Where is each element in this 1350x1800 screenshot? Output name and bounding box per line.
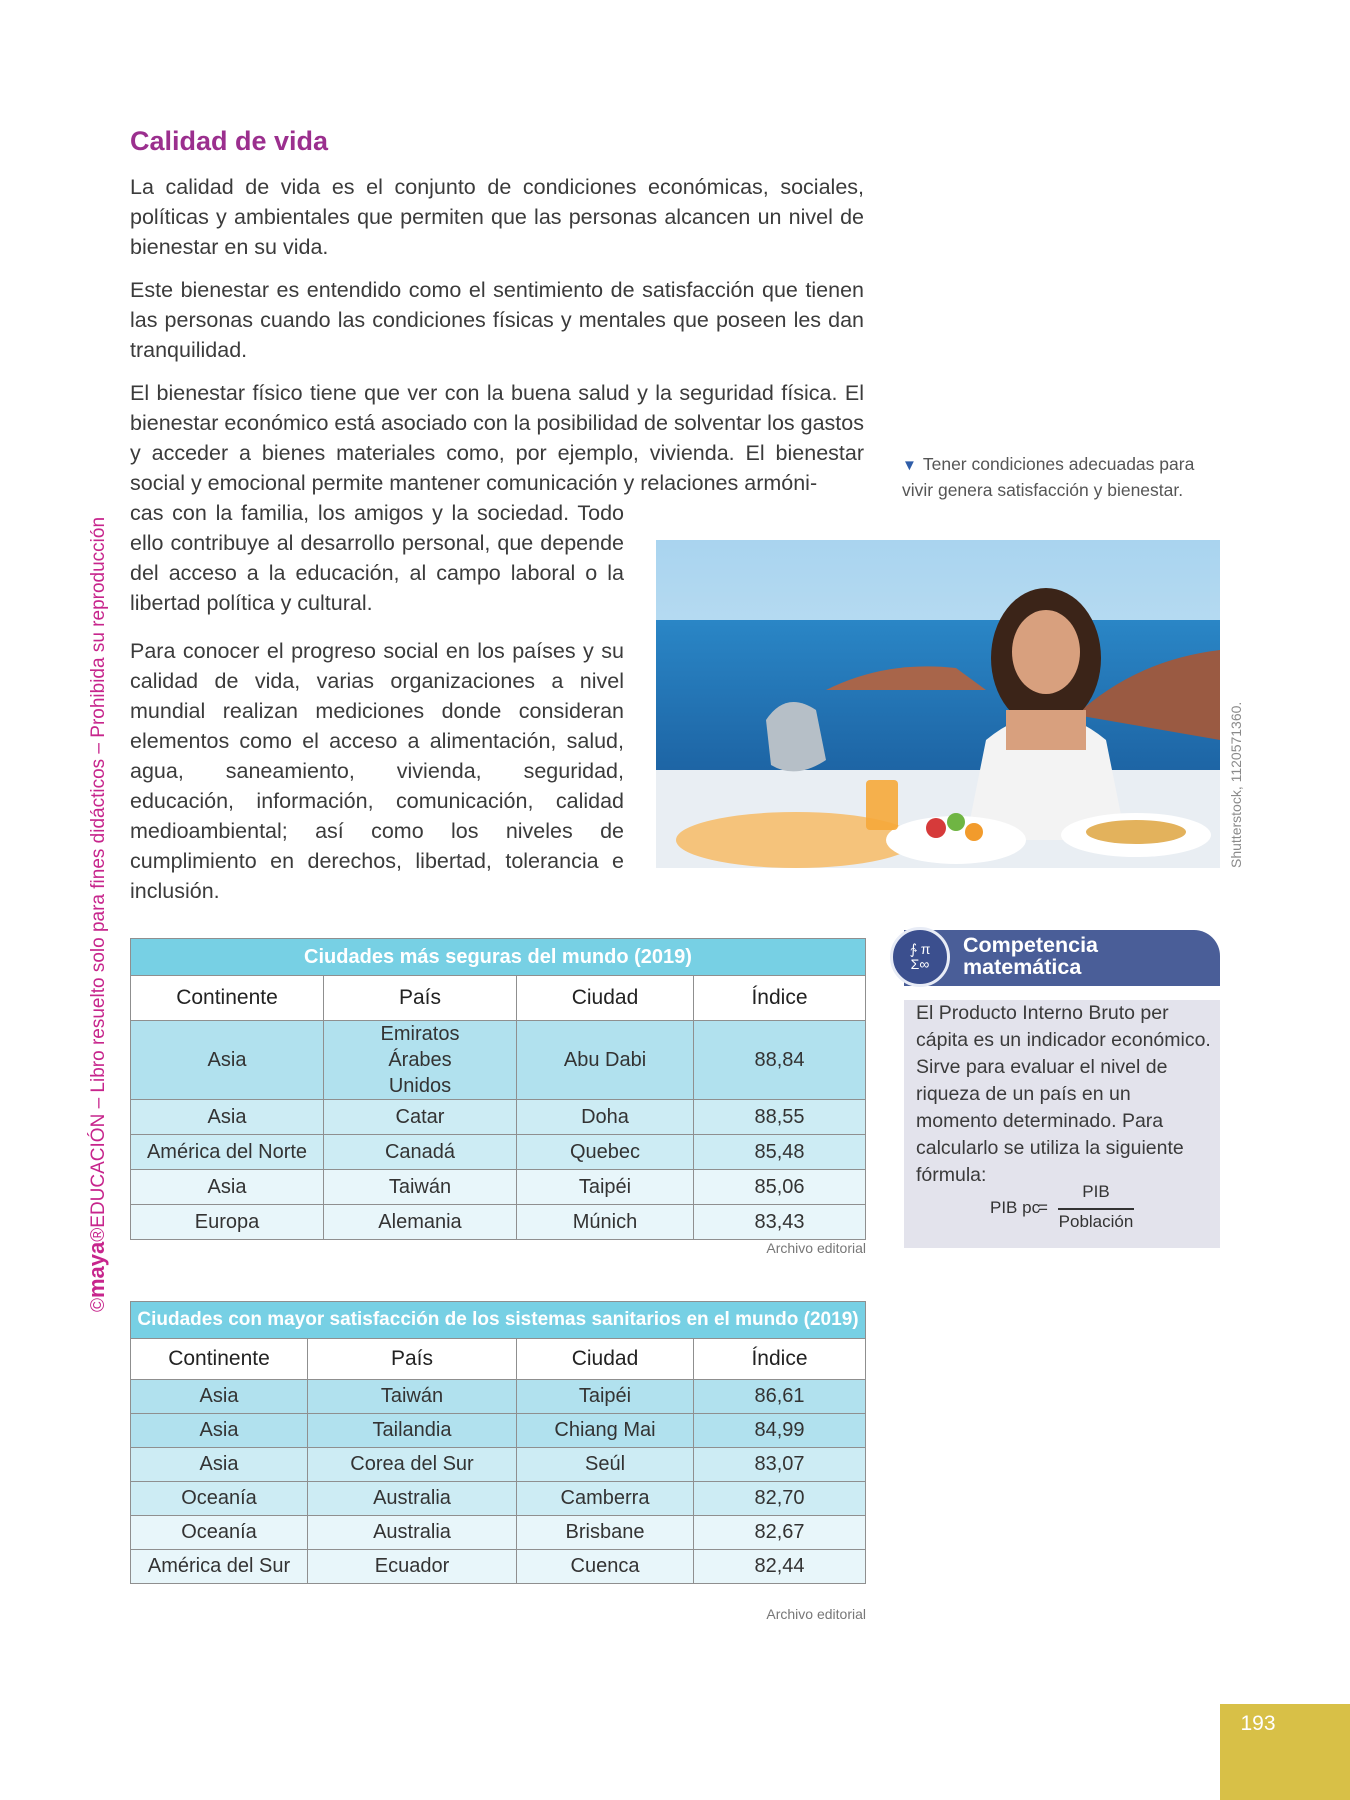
math-icon-line-1: ∱ π (909, 941, 931, 957)
column-header: Índice (694, 976, 866, 1021)
column-header: Índice (694, 1339, 866, 1380)
photo-caption-text: Tener condiciones adecuadas para vivir genera satisfacción y bienestar. (902, 454, 1195, 500)
photo-woman-breakfast (656, 540, 1220, 868)
table-cell: Brisbane (517, 1516, 694, 1550)
table-cell: Asia (131, 1448, 308, 1482)
column-header: Ciudad (517, 976, 694, 1021)
column-header: Continente (131, 1339, 308, 1380)
table-cell: Tailandia (308, 1414, 517, 1448)
table-cell: 82,67 (694, 1516, 866, 1550)
safest-cities-table (130, 938, 866, 1240)
table-cell: Chiang Mai (517, 1414, 694, 1448)
table-cell: Alemania (324, 1205, 517, 1240)
column-header: País (324, 976, 517, 1021)
table-cell: Cuenca (517, 1550, 694, 1584)
table-row (131, 1100, 866, 1135)
table-cell: 82,44 (694, 1550, 866, 1584)
table-cell: Asia (131, 1414, 308, 1448)
registered-mark: ® (88, 1227, 109, 1242)
formula-numerator: PIB (1082, 1182, 1110, 1201)
column-header: Continente (131, 976, 324, 1021)
table-row (131, 1516, 866, 1550)
table-cell: Europa (131, 1205, 324, 1240)
table-cell: Taipéi (517, 1170, 694, 1205)
competencia-title-line-2: matemática (963, 955, 1082, 979)
table-cell: Canadá (324, 1135, 517, 1170)
triangle-down-icon: ▼ (902, 457, 917, 474)
paragraph-2: Este bienestar es entendido como el sentimiento de satisfacción que tienen las personas cuando las condiciones físicas y mentales que poseen les dan tranquilidad. (130, 278, 864, 362)
table-row (131, 1135, 866, 1170)
table-row (131, 1380, 866, 1414)
photo-illustration (656, 540, 1220, 868)
table-title: Ciudades con mayor satisfacción de los sistemas sanitarios en el mundo (2019) (131, 1302, 866, 1339)
competencia-title-line-1: Competencia (963, 933, 1099, 957)
table-cell: Asia (131, 1170, 324, 1205)
table-header-row (131, 1339, 866, 1380)
paragraph-3-part-1: El bienestar físico tiene que ver con la buena salud y la seguridad física. El bienestar económico está asociado con la posibilidad de solventar los gastos y acceder a bienes materiales como, por ejemplo, vivienda. El bienestar social y emocional permite mantener comunicación y relaciones armóni- (130, 381, 864, 495)
table-title-row (131, 939, 866, 976)
section-heading: Calidad de vida (130, 126, 329, 156)
table-cell: Australia (308, 1482, 517, 1516)
table-cell: Taiwán (308, 1380, 517, 1414)
brand-logo-text: maya (84, 1241, 109, 1298)
table-cell: Múnich (517, 1205, 694, 1240)
table-row (131, 1170, 866, 1205)
table-row (131, 1414, 866, 1448)
table-cell: 82,70 (694, 1482, 866, 1516)
table-cell: Quebec (517, 1135, 694, 1170)
table-cell: 83,07 (694, 1448, 866, 1482)
healthcare-satisfaction-table (130, 1301, 866, 1584)
table-cell: Asia (131, 1380, 308, 1414)
table-cell: 85,48 (694, 1135, 866, 1170)
table-cell: 88,55 (694, 1100, 866, 1135)
table-cell: Camberra (517, 1482, 694, 1516)
table-cell: América del Sur (131, 1550, 308, 1584)
table-cell: 83,43 (694, 1205, 866, 1240)
table-row (131, 1021, 866, 1100)
table2-source: Archivo editorial (766, 1606, 866, 1622)
table-cell: Doha (517, 1100, 694, 1135)
table-cell: Oceanía (131, 1482, 308, 1516)
math-icon-line-2: Σ∞ (910, 956, 930, 972)
fraction-bar (1058, 1208, 1134, 1210)
competencia-title (963, 934, 1098, 978)
table-header-row (131, 976, 866, 1021)
table-title-row (131, 1302, 866, 1339)
sidebar-text: EDUCACIÓN – Libro resuelto solo para fines didácticos – Prohibida su reproducción (88, 516, 109, 1228)
table-cell: 88,84 (694, 1021, 866, 1100)
table-cell: Australia (308, 1516, 517, 1550)
table-row (131, 1550, 866, 1584)
table-cell: 85,06 (694, 1170, 866, 1205)
table-title: Ciudades más seguras del mundo (2019) (131, 939, 866, 976)
column-header: Ciudad (517, 1339, 694, 1380)
paragraph-3-part-2: cas con la familia, los amigos y la sociedad. Todo ello contribuye al desarrollo personal, que depende del acceso a la educación, al campo laboral o la libertad política y cultural. (130, 501, 624, 615)
table-cell: 84,99 (694, 1414, 866, 1448)
copyright-sidebar (84, 482, 110, 1312)
table-cell: Emiratos Árabes Unidos (324, 1021, 517, 1100)
formula-denominator: Población (1058, 1212, 1134, 1231)
competencia-text: El Producto Interno Bruto per cápita es un indicador económico. Sirve para evaluar el nivel de riqueza de un país en un momento determinado. Para calcularlo se utiliza la siguiente fórmula: (916, 1002, 1211, 1186)
formula-equals: = (1038, 1198, 1048, 1217)
table-cell: Asia (131, 1021, 324, 1100)
table-cell: Ecuador (308, 1550, 517, 1584)
table-cell: 86,61 (694, 1380, 866, 1414)
table-cell: Oceanía (131, 1516, 308, 1550)
table-cell: Taipéi (517, 1380, 694, 1414)
table-row (131, 1448, 866, 1482)
column-header: País (308, 1339, 517, 1380)
paragraph-1: La calidad de vida es el conjunto de condiciones económicas, sociales, políticas y ambientales que permiten que las personas alcancen un nivel de bienestar en su vida. (130, 175, 864, 259)
photo-credit: Shutterstock, 1120571360. (1228, 701, 1244, 868)
table-cell: América del Norte (131, 1135, 324, 1170)
page-number: 193 (1240, 1712, 1276, 1735)
table-row (131, 1205, 866, 1240)
table-cell: Seúl (517, 1448, 694, 1482)
table-cell: Taiwán (324, 1170, 517, 1205)
paragraph-4: Para conocer el progreso social en los países y su calidad de vida, varias organizaciones a nivel mundial realizan mediciones donde consideran elementos como el acceso a alimentación, salud, agua, saneamiento, vivienda, seguridad, educación, información, comunicación, calidad medioambiental; así como los niveles de cumplimiento en derechos, libertad, tolerancia e inclusión. (130, 639, 624, 903)
table-cell: Asia (131, 1100, 324, 1135)
copyright-symbol: © (88, 1298, 109, 1312)
table-row (131, 1482, 866, 1516)
table1-source: Archivo editorial (766, 1240, 866, 1256)
table-cell: Catar (324, 1100, 517, 1135)
table-cell: Corea del Sur (308, 1448, 517, 1482)
math-symbols-icon (890, 927, 950, 987)
formula-label: PIB pc (990, 1198, 1041, 1217)
table-cell: Abu Dabi (517, 1021, 694, 1100)
photo-caption (902, 452, 1222, 502)
